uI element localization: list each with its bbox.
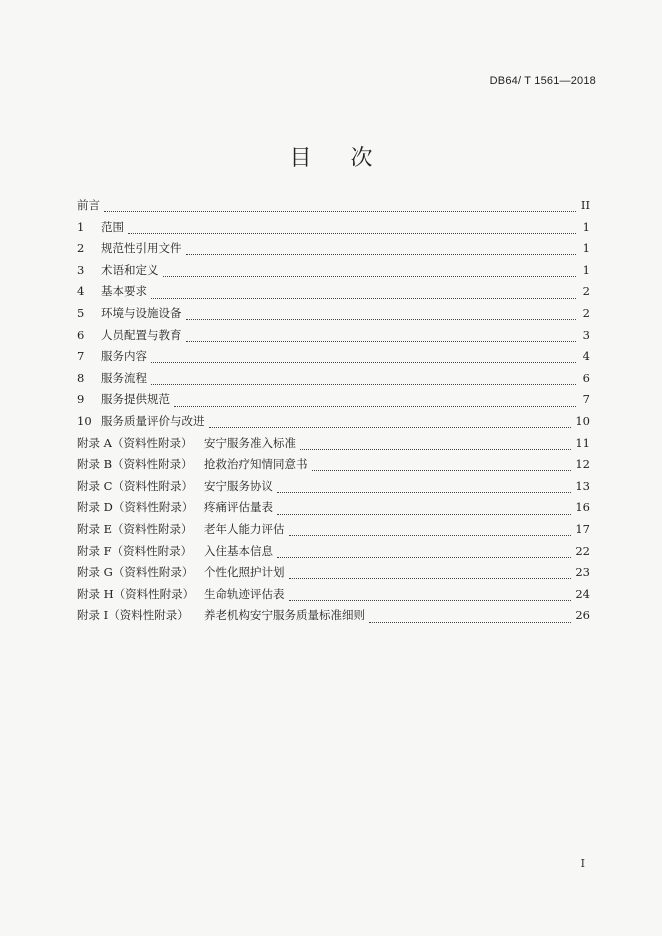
toc-page-number: 12 (575, 457, 590, 472)
toc-entry-label: 安宁服务准入标准 (204, 435, 296, 450)
toc-page-number: 2 (582, 305, 590, 320)
toc-section-number: 10 (77, 413, 92, 428)
toc-entry-8[interactable] (77, 370, 590, 392)
dot-leader (151, 298, 576, 299)
appendix-lead: 附录 F（资料性附录） (77, 543, 193, 558)
toc-appendix-f[interactable] (77, 543, 590, 565)
toc-page-number: 4 (582, 349, 590, 364)
toc-page-number: 10 (575, 413, 590, 428)
toc-entry-4[interactable] (77, 283, 590, 305)
toc-entry-7[interactable] (77, 348, 590, 370)
toc-entry-label: 基本要求 (101, 284, 147, 299)
toc-entry-2[interactable] (77, 240, 590, 262)
toc-appendix-b[interactable] (77, 456, 590, 478)
dot-leader (163, 276, 577, 277)
appendix-lead: 附录 A（资料性附录） (77, 435, 193, 450)
toc-entry-label: 疼痛评估量表 (204, 500, 273, 515)
standard-code: DB64/ T 1561—2018 (489, 75, 596, 87)
toc-page-number: II (580, 198, 590, 212)
dot-leader (151, 362, 576, 363)
toc-page-number: 1 (582, 241, 590, 256)
dot-leader (174, 406, 576, 407)
dot-leader (186, 254, 577, 255)
toc-entry-label: 范围 (101, 219, 124, 234)
page-title: 目 次 (289, 146, 389, 171)
toc-entry-9[interactable] (77, 391, 590, 413)
dot-leader (277, 557, 571, 558)
dot-leader (289, 600, 572, 601)
toc-entry-label: 生命轨迹评估表 (204, 586, 285, 601)
toc-section-number: 1 (77, 219, 85, 234)
toc-appendix-c[interactable] (77, 478, 590, 500)
dot-leader (209, 427, 572, 428)
dot-leader (312, 470, 572, 471)
toc-appendix-i[interactable] (77, 607, 590, 629)
toc-entry-label: 环境与设施设备 (101, 305, 182, 320)
toc-page-number: 13 (575, 478, 590, 493)
appendix-lead: 附录 G（资料性附录） (77, 565, 194, 580)
toc-entry-label: 术语和定义 (101, 262, 159, 277)
dot-leader (104, 211, 576, 212)
dot-leader (277, 492, 571, 493)
toc-appendix-h[interactable] (77, 586, 590, 608)
appendix-lead: 附录 B（资料性附录） (77, 457, 193, 472)
toc-page-number: 7 (582, 392, 590, 407)
table-of-contents (77, 197, 590, 629)
appendix-lead: 附录 E（资料性附录） (77, 521, 193, 536)
toc-entry-label: 规范性引用文件 (101, 241, 182, 256)
toc-page-number: 23 (575, 565, 590, 580)
appendix-lead: 附录 D（资料性附录） (77, 500, 194, 515)
appendix-lead: 附录 H（资料性附录） (77, 586, 195, 601)
appendix-lead: 附录 I（资料性附录） (77, 608, 189, 623)
toc-entry-10[interactable] (77, 413, 590, 435)
toc-entry-label: 抢救治疗知情同意书 (204, 457, 308, 472)
page-number: I (580, 857, 585, 870)
toc-section-number: 4 (77, 284, 85, 299)
toc-entry-label: 养老机构安宁服务质量标准细则 (204, 608, 365, 623)
toc-entry-label: 服务提供规范 (101, 392, 170, 407)
toc-page-number: 1 (582, 219, 590, 234)
dot-leader (289, 578, 572, 579)
toc-section-number: 9 (77, 392, 85, 407)
toc-entry-label: 安宁服务协议 (204, 478, 273, 493)
toc-section-number: 8 (77, 370, 85, 385)
toc-page-number: 2 (582, 284, 590, 299)
toc-page-number: 26 (575, 608, 590, 623)
toc-section-number: 7 (77, 349, 85, 364)
dot-leader (300, 449, 571, 450)
toc-entry-foreword[interactable] (77, 197, 590, 219)
toc-page-number: 11 (575, 435, 590, 450)
toc-entry-1[interactable] (77, 219, 590, 241)
toc-page-number: 24 (575, 586, 590, 601)
toc-appendix-a[interactable] (77, 435, 590, 457)
dot-leader (186, 341, 577, 342)
dot-leader (151, 384, 576, 385)
toc-entry-label: 个性化照护计划 (204, 565, 285, 580)
toc-entry-label: 老年人能力评估 (204, 521, 285, 536)
toc-appendix-g[interactable] (77, 564, 590, 586)
toc-section-number: 6 (77, 327, 85, 342)
toc-appendix-e[interactable] (77, 521, 590, 543)
toc-entry-label: 入住基本信息 (204, 543, 273, 558)
appendix-lead: 附录 C（资料性附录） (77, 478, 193, 493)
toc-entry-3[interactable] (77, 262, 590, 284)
toc-section-number: 5 (77, 305, 85, 320)
toc-entry-6[interactable] (77, 327, 590, 349)
dot-leader (277, 514, 571, 515)
dot-leader (289, 535, 572, 536)
toc-entry-label: 人员配置与教育 (101, 327, 182, 342)
dot-leader (186, 319, 577, 320)
toc-page-number: 22 (575, 543, 590, 558)
toc-page-number: 1 (582, 262, 590, 277)
toc-page-number: 16 (575, 500, 590, 515)
dot-leader (128, 233, 576, 234)
toc-section-number: 2 (77, 241, 85, 256)
toc-page-number: 6 (582, 370, 590, 385)
dot-leader (369, 622, 571, 623)
toc-page-number: 3 (582, 327, 590, 342)
toc-entry-label: 服务流程 (101, 370, 147, 385)
toc-entry-label: 服务内容 (101, 349, 147, 364)
toc-appendix-d[interactable] (77, 499, 590, 521)
toc-entry-label: 服务质量评价与改进 (101, 413, 205, 428)
toc-entry-label: 前言 (77, 198, 100, 212)
toc-entry-5[interactable] (77, 305, 590, 327)
toc-section-number: 3 (77, 262, 85, 277)
toc-page-number: 17 (575, 521, 590, 536)
